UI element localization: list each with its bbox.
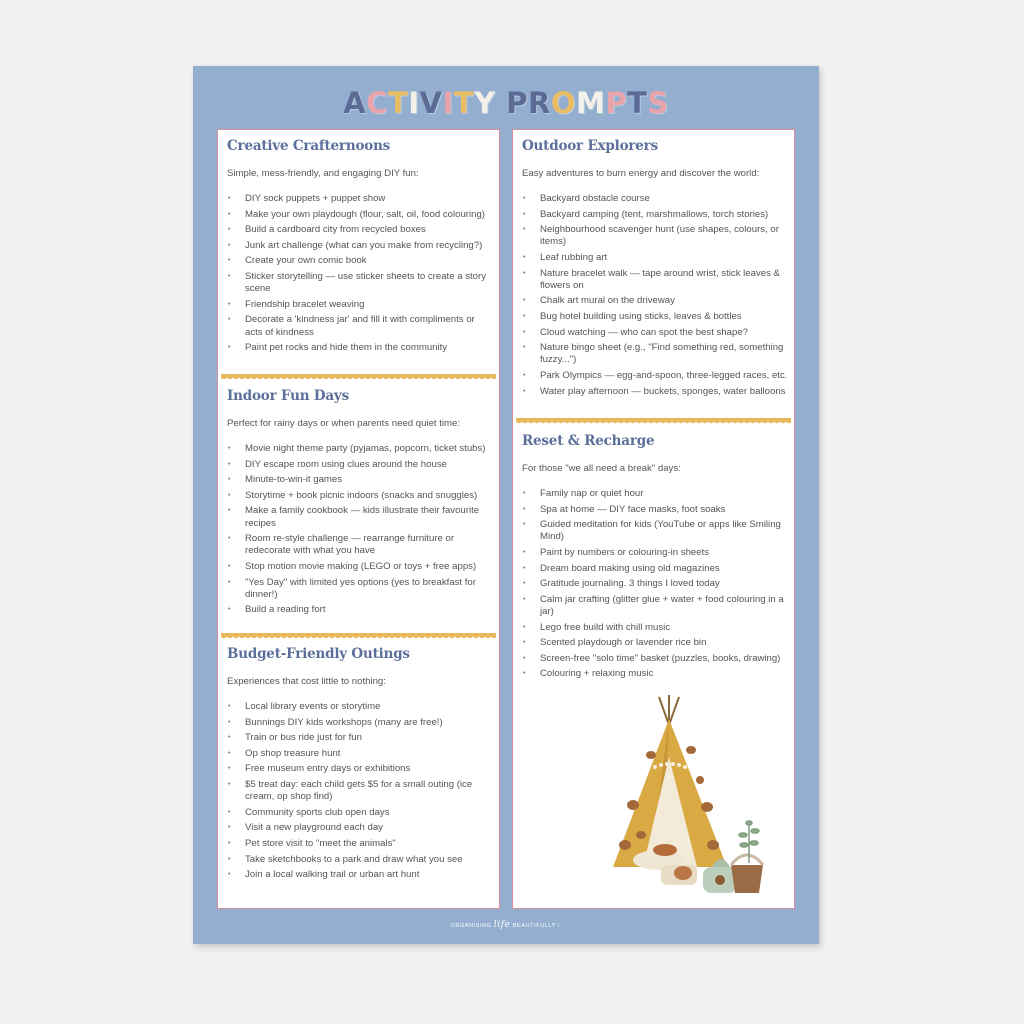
activity-prompts-sheet	[193, 66, 819, 944]
list-item: • Family nap or quiet hour	[522, 488, 789, 500]
list-item: • Join a local walking trail or urban art hunt	[227, 869, 494, 881]
list-item: • Water play afternoon — buckets, sponges, water balloons	[522, 386, 789, 398]
list-item: • Nature bingo sheet (e.g., "Find something red, something fuzzy...")	[522, 342, 789, 366]
section-budget-friendly-outings	[227, 646, 494, 885]
list-item: • Scented playdough or lavender rice bin	[522, 637, 789, 649]
title-letter: Y	[474, 86, 496, 120]
list-item: • "Yes Day" with limited yes options (yes to breakfast for dinner!)	[227, 577, 494, 601]
list-item: • Chalk art mural on the driveway	[522, 295, 789, 307]
section-outdoor-explorers	[522, 138, 789, 401]
bread	[674, 866, 692, 880]
list-item: • Build a reading fort	[227, 604, 494, 616]
list-item: • Train or bus ride just for fun	[227, 732, 494, 744]
activity-list	[227, 193, 494, 354]
list-item: • Build a cardboard city from recycled boxes	[227, 224, 494, 236]
croissant	[653, 844, 677, 856]
activity-list	[522, 488, 789, 681]
title-letter: I	[408, 86, 420, 120]
title-letter: C	[366, 86, 388, 120]
list-item: • Cloud watching — who can spot the best shape?	[522, 327, 789, 339]
list-item: • Create your own comic book	[227, 255, 494, 267]
list-item: • Stop motion movie making (LEGO or toys + free apps)	[227, 561, 494, 573]
section-intro: Simple, mess-friendly, and engaging DIY fun:	[227, 168, 419, 179]
title-letter: M	[575, 86, 606, 120]
page-title	[193, 86, 819, 120]
section-creative-crafternoons	[227, 138, 494, 358]
list-item: • Backyard camping (tent, marshmallows, torch stories)	[522, 209, 789, 221]
list-item: • Junk art challenge (what can you make from recycling?)	[227, 240, 494, 252]
list-item: • Gratitude journaling. 3 things I loved today	[522, 578, 789, 590]
list-item: • Make your own playdough (flour, salt, oil, food colouring)	[227, 209, 494, 221]
section-heading: Budget-Friendly Outings	[227, 646, 410, 662]
title-letter: S	[647, 86, 669, 120]
list-item: • Backyard obstacle course	[522, 193, 789, 205]
section-heading: Outdoor Explorers	[522, 138, 658, 154]
section-reset-recharge	[522, 433, 789, 684]
title-letter: V	[419, 86, 443, 120]
list-item: • Screen-free "solo time" basket (puzzles, books, drawing)	[522, 653, 789, 665]
list-item: • Community sports club open days	[227, 807, 494, 819]
left-column	[217, 129, 500, 909]
section-intro: Experiences that cost little to nothing:	[227, 676, 386, 687]
activity-list	[522, 193, 789, 398]
title-letter: A	[343, 86, 367, 120]
list-item: • Visit a new playground each day	[227, 822, 494, 834]
title-letter: P	[605, 86, 628, 120]
brand-script: life	[493, 920, 511, 930]
list-item: • Room re-style challenge — rearrange furniture or redecorate with what you have	[227, 533, 494, 557]
list-item: • Make a family cookbook — kids illustrate their favourite recipes	[227, 505, 494, 529]
right-column	[512, 129, 795, 909]
title-letter: T	[387, 86, 409, 120]
list-item: • Paint pet rocks and hide them in the community	[227, 342, 494, 354]
brand-left: ORGANISING	[450, 923, 492, 929]
heart-icon: ♡	[555, 923, 562, 929]
basket	[731, 865, 763, 893]
list-item: • Decorate a 'kindness jar' and fill it with compliments or acts of kindness	[227, 314, 494, 338]
list-item: • Nature bracelet walk — tape around wrist, stick leaves & flowers on	[522, 268, 789, 292]
list-item: • Neighbourhood scavenger hunt (use shapes, colours, or items)	[522, 224, 789, 248]
title-letter: T	[453, 86, 475, 120]
scalloped-divider	[516, 418, 791, 426]
list-item: • Local library events or storytime	[227, 701, 494, 713]
activity-list	[227, 443, 494, 617]
section-heading: Creative Crafternoons	[227, 138, 391, 154]
list-item: • Op shop treasure hunt	[227, 748, 494, 760]
list-item: • Leaf rubbing art	[522, 252, 789, 264]
title-letter	[496, 86, 507, 120]
list-item: • Lego free build with chill music	[522, 622, 789, 634]
list-item: • $5 treat day: each child gets $5 for a small outing (ice cream, op shop find)	[227, 779, 494, 803]
scalloped-divider	[221, 633, 496, 641]
list-item: • Bunnings DIY kids workshops (many are free!)	[227, 717, 494, 729]
list-item: • Spa at home — DIY face masks, foot soaks	[522, 504, 789, 516]
title-letter: T	[627, 86, 648, 120]
list-item: • Paint by numbers or colouring-in sheets	[522, 547, 789, 559]
list-item: • Pet store visit to "meet the animals"	[227, 838, 494, 850]
list-item: • Friendship bracelet weaving	[227, 299, 494, 311]
section-intro: Easy adventures to burn energy and discover the world:	[522, 168, 760, 179]
list-item: • Storytime + book picnic indoors (snacks and snuggles)	[227, 490, 494, 502]
title-letter: O	[550, 86, 576, 120]
title-letter: P	[506, 86, 528, 120]
title-letter: R	[527, 86, 551, 120]
title-letter: I	[442, 86, 454, 120]
brand-footer	[193, 920, 819, 930]
list-item: • Park Olympics — egg-and-spoon, three-legged races, etc.	[522, 370, 789, 382]
list-item: • Guided meditation for kids (YouTube or apps like Smiling Mind)	[522, 519, 789, 543]
scalloped-divider	[221, 374, 496, 382]
section-heading: Indoor Fun Days	[227, 388, 349, 404]
section-intro: Perfect for rainy days or when parents need quiet time:	[227, 418, 461, 429]
list-item: • Take sketchbooks to a park and draw what you see	[227, 854, 494, 866]
brand-right: BEAUTIFULLY	[512, 923, 556, 929]
list-item: • Colouring + relaxing music	[522, 668, 789, 680]
bear-face	[715, 875, 725, 885]
list-item: • DIY sock puppets + puppet show	[227, 193, 494, 205]
section-intro: For those "we all need a break" days:	[522, 463, 681, 474]
activity-list	[227, 701, 494, 881]
list-item: • Free museum entry days or exhibitions	[227, 763, 494, 775]
section-indoor-fun-days	[227, 388, 494, 620]
list-item: • Movie night theme party (pyjamas, popcorn, ticket stubs)	[227, 443, 494, 455]
list-item: • Dream board making using old magazines	[522, 563, 789, 575]
list-item: • Minute-to-win-it games	[227, 474, 494, 486]
list-item: • Bug hotel building using sticks, leaves & bottles	[522, 311, 789, 323]
list-item: • DIY escape room using clues around the house	[227, 459, 494, 471]
teepee-illustration	[603, 695, 773, 900]
list-item: • Sticker storytelling — use sticker sheets to create a story scene	[227, 271, 494, 295]
list-item: • Calm jar crafting (glitter glue + water + food colouring in a jar)	[522, 594, 789, 618]
section-heading: Reset & Recharge	[522, 433, 655, 449]
